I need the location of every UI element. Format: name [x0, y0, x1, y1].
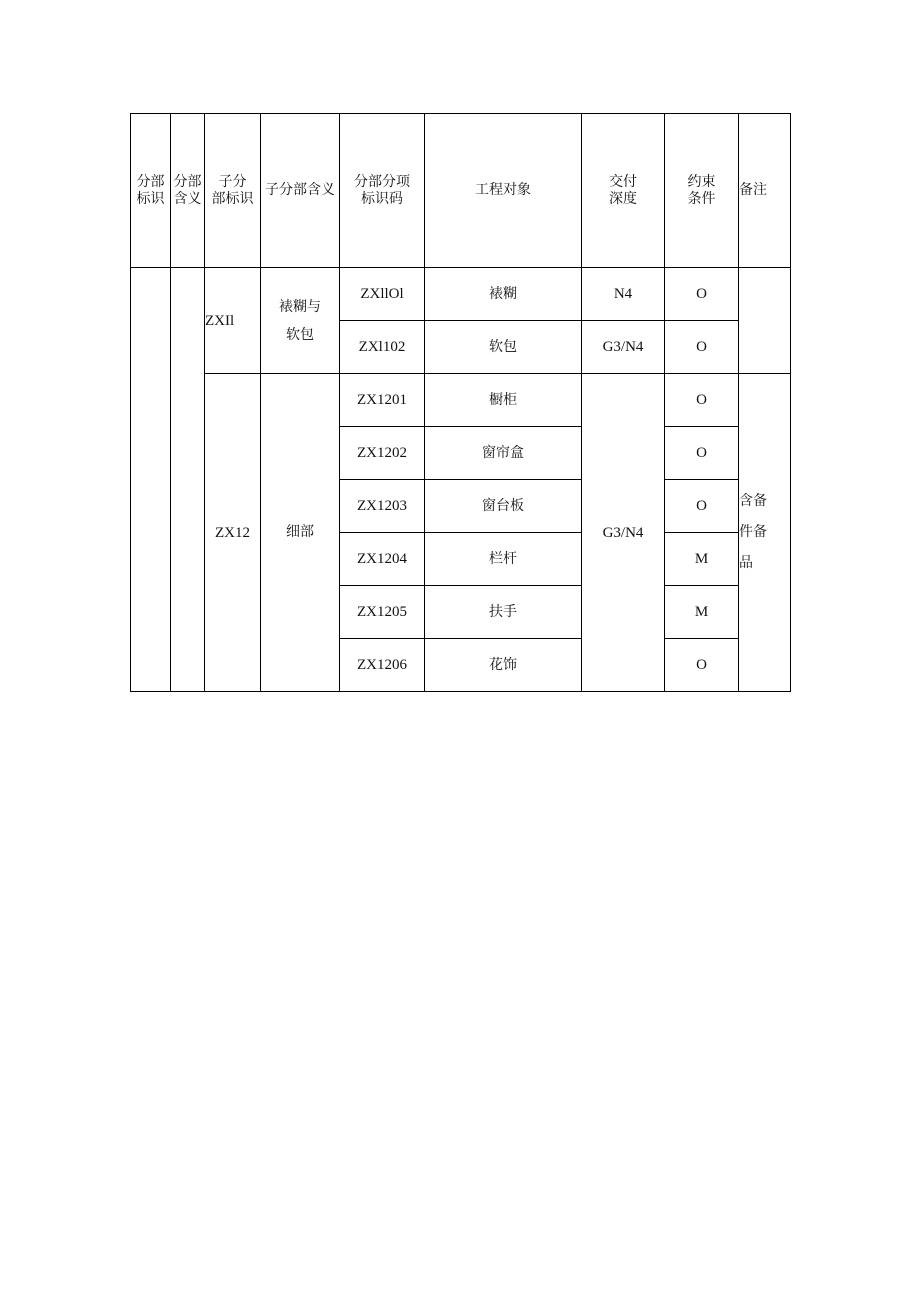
object-cell: 窗帘盒: [425, 427, 582, 480]
header-sub-id: 子分 部标识: [205, 114, 261, 268]
note-cell: [739, 268, 791, 374]
object-cell: 软包: [425, 321, 582, 374]
constraint-cell: O: [665, 480, 739, 533]
sub-meaning-cell: 细部: [261, 374, 340, 692]
header-item-code: 分部分项 标识码: [340, 114, 425, 268]
part-meaning-cell: [171, 268, 205, 692]
item-code-cell: ZX1204: [340, 533, 425, 586]
depth-cell: G3/N4: [582, 321, 665, 374]
header-sub-meaning: 子分部含义: [261, 114, 340, 268]
item-code-cell: ZX1206: [340, 639, 425, 692]
part-id-cell: [131, 268, 171, 692]
constraint-cell: O: [665, 427, 739, 480]
constraint-cell: O: [665, 268, 739, 321]
table-row: [131, 374, 791, 427]
sub-id-cell: ZX12: [205, 374, 261, 692]
item-code-cell: ZX1201: [340, 374, 425, 427]
header-part-id: 分部 标识: [131, 114, 171, 268]
classification-table: [130, 113, 791, 692]
sub-meaning-cell: 裱糊与 软包: [261, 268, 340, 374]
header-object: 工程对象: [425, 114, 582, 268]
note-cell: 含备 件备 品: [739, 374, 791, 692]
object-cell: 橱柜: [425, 374, 582, 427]
sub-id-cell: ZXIl: [205, 268, 261, 374]
object-cell: 扶手: [425, 586, 582, 639]
constraint-cell: O: [665, 321, 739, 374]
item-code-cell: ZXl102: [340, 321, 425, 374]
item-code-cell: ZX1205: [340, 586, 425, 639]
object-cell: 窗台板: [425, 480, 582, 533]
constraint-cell: M: [665, 533, 739, 586]
item-code-cell: ZX1203: [340, 480, 425, 533]
header-row: [131, 114, 791, 268]
constraint-cell: O: [665, 374, 739, 427]
header-note: 备注: [739, 114, 791, 268]
object-cell: 栏杆: [425, 533, 582, 586]
constraint-cell: M: [665, 586, 739, 639]
object-cell: 裱糊: [425, 268, 582, 321]
table-row: [131, 268, 791, 321]
object-cell: 花饰: [425, 639, 582, 692]
constraint-cell: O: [665, 639, 739, 692]
header-constraint: 约束 条件: [665, 114, 739, 268]
depth-cell: N4: [582, 268, 665, 321]
item-code-cell: ZX1202: [340, 427, 425, 480]
depth-cell: G3/N4: [582, 374, 665, 692]
header-depth: 交付 深度: [582, 114, 665, 268]
header-part-meaning: 分部 含义: [171, 114, 205, 268]
item-code-cell: ZXllOl: [340, 268, 425, 321]
